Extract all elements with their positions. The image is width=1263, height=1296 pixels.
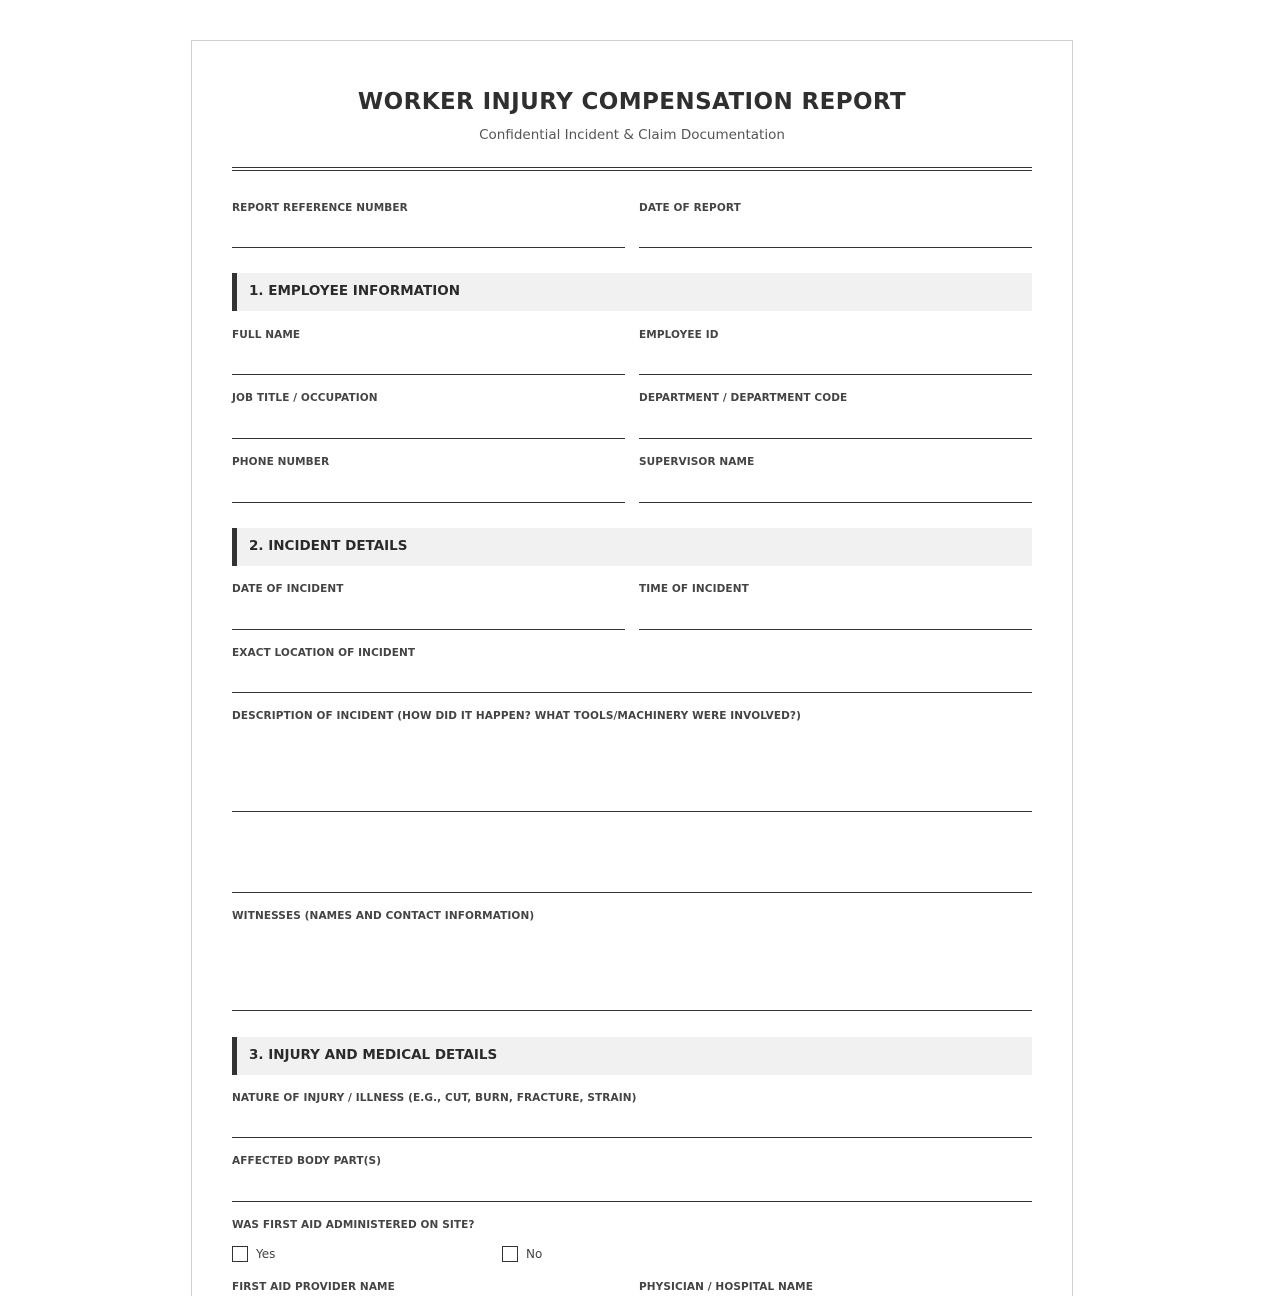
- phone-number-label: PHONE NUMBER: [232, 456, 330, 468]
- first-aid-yes-checkbox[interactable]: [232, 1246, 248, 1262]
- full-name-label: FULL NAME: [232, 329, 301, 341]
- first-aid-no-label: No: [526, 1247, 543, 1261]
- incident-location-label: EXACT LOCATION OF INCIDENT: [232, 647, 416, 659]
- full-name-field[interactable]: [232, 374, 625, 375]
- report-sheet: [191, 40, 1073, 1296]
- section-employee-information: [232, 273, 1032, 311]
- employee-id-label: EMPLOYEE ID: [639, 329, 719, 341]
- header-divider: [232, 167, 1032, 171]
- witnesses-label: WITNESSES (NAMES AND CONTACT INFORMATION): [232, 910, 535, 922]
- supervisor-name-field[interactable]: [639, 502, 1032, 503]
- incident-description-line-1[interactable]: [232, 811, 1032, 812]
- job-title-field[interactable]: [232, 438, 625, 439]
- section-title: 2. INCIDENT DETAILS: [249, 538, 408, 554]
- first-aid-yes-label: Yes: [256, 1247, 276, 1261]
- date-of-incident-field[interactable]: [232, 629, 625, 630]
- time-of-incident-field[interactable]: [639, 629, 1032, 630]
- incident-description-line-2[interactable]: [232, 892, 1032, 893]
- supervisor-name-label: SUPERVISOR NAME: [639, 456, 755, 468]
- report-reference-field[interactable]: [232, 247, 625, 248]
- time-of-incident-label: TIME OF INCIDENT: [639, 583, 749, 595]
- incident-location-field[interactable]: [232, 692, 1032, 693]
- department-label: DEPARTMENT / DEPARTMENT CODE: [639, 392, 848, 404]
- nature-of-injury-label: NATURE OF INJURY / ILLNESS (E.G., CUT, BURN, FRACTURE, STRAIN): [232, 1092, 637, 1104]
- date-of-report-label: DATE OF REPORT: [639, 202, 741, 214]
- section-title: 1. EMPLOYEE INFORMATION: [249, 283, 461, 299]
- incident-description-label: DESCRIPTION OF INCIDENT (HOW DID IT HAPPEN? WHAT TOOLS/MACHINERY WERE INVOLVED?): [232, 710, 802, 722]
- first-aid-question-label: WAS FIRST AID ADMINISTERED ON SITE?: [232, 1219, 475, 1231]
- affected-body-parts-field[interactable]: [232, 1201, 1032, 1202]
- report-reference-label: REPORT REFERENCE NUMBER: [232, 202, 408, 214]
- date-of-report-field[interactable]: [639, 247, 1032, 248]
- section-title: 3. INJURY AND MEDICAL DETAILS: [249, 1047, 498, 1063]
- phone-number-field[interactable]: [232, 502, 625, 503]
- job-title-label: JOB TITLE / OCCUPATION: [232, 392, 378, 404]
- first-aid-provider-label: FIRST AID PROVIDER NAME: [232, 1281, 395, 1293]
- report-subtitle: Confidential Incident & Claim Documentation: [479, 127, 785, 143]
- nature-of-injury-field[interactable]: [232, 1137, 1032, 1138]
- physician-hospital-label: PHYSICIAN / HOSPITAL NAME: [639, 1281, 813, 1293]
- section-incident-details: [232, 528, 1032, 566]
- affected-body-parts-label: AFFECTED BODY PART(S): [232, 1155, 382, 1167]
- employee-id-field[interactable]: [639, 374, 1032, 375]
- date-of-incident-label: DATE OF INCIDENT: [232, 583, 344, 595]
- report-title: WORKER INJURY COMPENSATION REPORT: [357, 89, 907, 115]
- first-aid-no-checkbox[interactable]: [502, 1246, 518, 1262]
- witnesses-field[interactable]: [232, 1010, 1032, 1011]
- section-injury-medical-details: [232, 1037, 1032, 1075]
- department-field[interactable]: [639, 438, 1032, 439]
